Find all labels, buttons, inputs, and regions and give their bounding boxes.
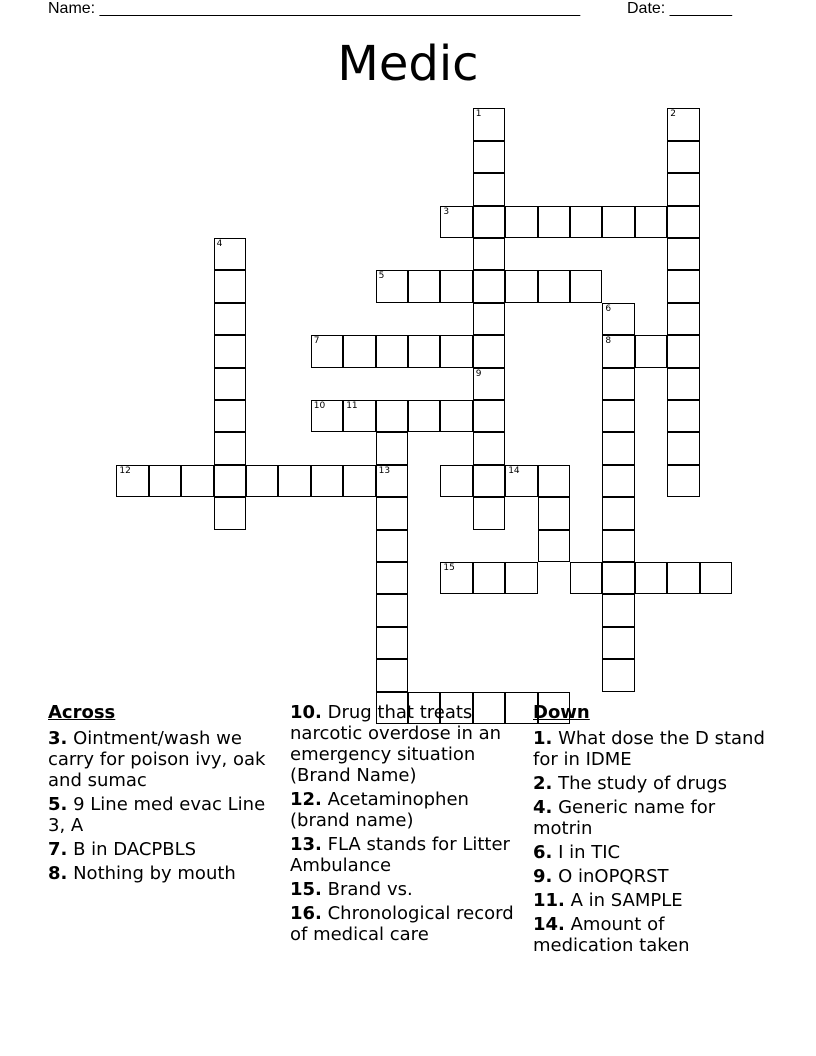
- grid-cell[interactable]: [311, 400, 343, 432]
- grid-cell[interactable]: [440, 562, 472, 594]
- grid-cell[interactable]: [667, 141, 699, 173]
- grid-cell[interactable]: [376, 659, 408, 691]
- grid-cell[interactable]: [602, 335, 634, 367]
- grid-cell[interactable]: [635, 335, 667, 367]
- clue-item-number: 11.: [533, 890, 565, 911]
- clue-number: 12: [119, 465, 131, 476]
- clue-item: [533, 797, 768, 839]
- grid-cell[interactable]: [667, 465, 699, 497]
- grid-cell[interactable]: [602, 659, 634, 691]
- grid-cell[interactable]: [473, 335, 505, 367]
- clue-item: [48, 728, 283, 791]
- clue-item-text: Chronological record of medical care: [290, 903, 514, 945]
- grid-cell[interactable]: [214, 270, 246, 302]
- clue-item-text: Amount of medication taken: [533, 914, 690, 956]
- clue-item-number: 6.: [533, 842, 553, 863]
- clue-number: 9: [475, 368, 482, 379]
- grid-cell[interactable]: [505, 562, 537, 594]
- grid-cell[interactable]: [473, 400, 505, 432]
- clue-item: [290, 702, 525, 786]
- grid-cell[interactable]: [667, 238, 699, 270]
- clue-item-text: I in TIC: [552, 842, 621, 863]
- grid-cell[interactable]: [667, 400, 699, 432]
- grid-cell[interactable]: [440, 206, 472, 238]
- grid-cell[interactable]: [667, 432, 699, 464]
- grid-cell[interactable]: [538, 206, 570, 238]
- clues-column-2: [290, 702, 525, 948]
- grid-cell[interactable]: [538, 497, 570, 529]
- grid-cell[interactable]: [408, 335, 440, 367]
- grid-cell[interactable]: [473, 303, 505, 335]
- grid-cell[interactable]: [473, 238, 505, 270]
- grid-cell[interactable]: [440, 465, 472, 497]
- clue-item-text: Acetaminophen (brand name): [290, 789, 469, 831]
- grid-cell[interactable]: [602, 627, 634, 659]
- clue-item: [290, 834, 525, 876]
- clue-number: 6: [605, 303, 612, 314]
- grid-cell[interactable]: [667, 108, 699, 140]
- clue-number: 4: [216, 239, 223, 249]
- grid-cell[interactable]: [214, 303, 246, 335]
- grid-cell[interactable]: [667, 335, 699, 367]
- clue-item: [290, 789, 525, 831]
- clue-number: 10: [313, 401, 326, 411]
- grid-cell[interactable]: [602, 303, 634, 335]
- clue-item: [48, 794, 283, 836]
- grid-cell[interactable]: [440, 400, 472, 432]
- grid-cell[interactable]: [473, 465, 505, 497]
- grid-cell[interactable]: [440, 270, 472, 302]
- grid-cell[interactable]: [473, 562, 505, 594]
- grid-cell[interactable]: [473, 141, 505, 173]
- grid-cell[interactable]: [667, 206, 699, 238]
- clue-item-text: A in SAMPLE: [564, 890, 683, 911]
- grid-cell[interactable]: [700, 562, 732, 594]
- clue-item-text: Ointment/wash we carry for poison ivy, oak and sumac: [48, 728, 266, 791]
- clue-item: [290, 903, 525, 945]
- clue-number: 13: [378, 465, 391, 476]
- grid-cell[interactable]: [667, 303, 699, 335]
- grid-cell[interactable]: [667, 270, 699, 302]
- across-clue-list: [48, 728, 283, 884]
- clue-item-number: 13.: [290, 834, 322, 855]
- grid-cell[interactable]: [311, 335, 343, 367]
- grid-cell[interactable]: [602, 465, 634, 497]
- clue-item-number: 12.: [290, 789, 322, 810]
- clue-item-text: FLA stands for Litter Ambulance: [290, 834, 510, 876]
- clue-item-number: 15.: [290, 879, 322, 900]
- grid-cell[interactable]: [505, 270, 537, 302]
- clue-item-number: 4.: [533, 797, 553, 818]
- grid-cell[interactable]: [408, 270, 440, 302]
- across-heading: Across: [48, 702, 116, 723]
- grid-cell[interactable]: [473, 206, 505, 238]
- clue-item-text: What dose the D stand for in IDME: [533, 728, 765, 770]
- across-clue-list-continued: [290, 702, 525, 945]
- clue-item-number: 2.: [533, 773, 553, 794]
- grid-cell[interactable]: [214, 465, 246, 497]
- grid-cell[interactable]: [473, 270, 505, 302]
- grid-cell[interactable]: [440, 335, 472, 367]
- clue-item: [48, 839, 283, 860]
- grid-cell[interactable]: [570, 270, 602, 302]
- grid-cell[interactable]: [602, 530, 634, 562]
- clues-column-1: [48, 702, 283, 887]
- grid-cell[interactable]: [602, 432, 634, 464]
- down-clue-list: [533, 728, 768, 956]
- clue-item-text: Nothing by mouth: [67, 863, 236, 884]
- grid-cell[interactable]: [602, 368, 634, 400]
- clue-item-number: 1.: [533, 728, 553, 749]
- clue-item-number: 10.: [290, 702, 322, 723]
- clue-item: [533, 890, 768, 911]
- grid-cell[interactable]: [181, 465, 213, 497]
- grid-cell[interactable]: [473, 368, 505, 400]
- grid-cell[interactable]: [602, 562, 634, 594]
- grid-cell[interactable]: [116, 465, 148, 497]
- clue-item-number: 5.: [48, 794, 68, 815]
- grid-cell[interactable]: [473, 108, 505, 140]
- clue-number: 1: [475, 109, 482, 120]
- clue-item: [533, 842, 768, 863]
- grid-cell[interactable]: [376, 432, 408, 464]
- grid-cell[interactable]: [376, 530, 408, 562]
- clue-item-number: 16.: [290, 903, 322, 924]
- grid-cell[interactable]: [570, 562, 602, 594]
- clue-item-number: 14.: [533, 914, 565, 935]
- grid-cell[interactable]: [602, 497, 634, 529]
- clue-item: [533, 914, 768, 956]
- grid-cell[interactable]: [667, 562, 699, 594]
- clue-item-text: Drug that treats narcotic overdose in an emergency situation (Brand Name): [290, 702, 502, 786]
- grid-cell[interactable]: [343, 465, 375, 497]
- grid-cell[interactable]: [635, 206, 667, 238]
- clue-item: [533, 728, 768, 770]
- grid-cell[interactable]: [343, 335, 375, 367]
- grid-cell[interactable]: [570, 206, 602, 238]
- grid-cell[interactable]: [667, 368, 699, 400]
- clue-number: 15: [443, 563, 455, 573]
- grid-cell[interactable]: [376, 270, 408, 302]
- grid-cell[interactable]: [214, 497, 246, 529]
- grid-cell[interactable]: [376, 497, 408, 529]
- grid-cell[interactable]: [473, 497, 505, 529]
- grid-cell[interactable]: [473, 432, 505, 464]
- grid-cell[interactable]: [376, 335, 408, 367]
- grid-cell[interactable]: [505, 465, 537, 497]
- clue-item-text: Brand vs.: [321, 879, 413, 900]
- grid-cell[interactable]: [376, 465, 408, 497]
- clue-number: 2: [670, 109, 676, 120]
- clue-item-text: O inOPQRST: [552, 866, 669, 887]
- clue-item-text: B in DACPBLS: [67, 839, 197, 860]
- clue-item-text: The study of drugs: [552, 773, 728, 794]
- grid-cell[interactable]: [538, 465, 570, 497]
- name-field-label: Name: ______________________________________________________: [48, 0, 581, 17]
- grid-cell[interactable]: [667, 173, 699, 205]
- clue-item: [533, 866, 768, 887]
- clue-item-number: 8.: [48, 863, 68, 884]
- grid-cell[interactable]: [376, 627, 408, 659]
- clue-item: [48, 863, 283, 884]
- grid-cell[interactable]: [214, 400, 246, 432]
- grid-cell[interactable]: [214, 335, 246, 367]
- clue-item-text: 9 Line med evac Line 3, A: [48, 794, 266, 836]
- grid-cell[interactable]: [376, 400, 408, 432]
- clue-number: 14: [508, 465, 520, 476]
- grid-cell[interactable]: [505, 206, 537, 238]
- grid-cell[interactable]: [376, 562, 408, 594]
- grid-cell[interactable]: [246, 465, 278, 497]
- grid-cell[interactable]: [408, 400, 440, 432]
- clue-item: [290, 879, 525, 900]
- grid-cell[interactable]: [602, 594, 634, 626]
- clue-number: 5: [378, 271, 385, 282]
- grid-cell[interactable]: [473, 173, 505, 205]
- grid-cell[interactable]: [376, 594, 408, 626]
- clue-number: 7: [313, 336, 320, 347]
- date-field-label: Date: _______: [627, 0, 732, 17]
- down-heading: Down: [533, 702, 590, 723]
- puzzle-title: Medic: [337, 36, 479, 92]
- clues-column-3: [533, 702, 768, 959]
- grid-cell[interactable]: [214, 368, 246, 400]
- grid-cell[interactable]: [214, 238, 246, 270]
- grid-cell[interactable]: [602, 400, 634, 432]
- grid-cell[interactable]: [214, 432, 246, 464]
- grid-cell[interactable]: [149, 465, 181, 497]
- clue-item-number: 9.: [533, 866, 553, 887]
- clue-number: 11: [346, 401, 358, 411]
- grid-cell[interactable]: [602, 206, 634, 238]
- grid-cell[interactable]: [538, 270, 570, 302]
- grid-cell[interactable]: [311, 465, 343, 497]
- clue-number: 3: [443, 206, 450, 217]
- clue-item-text: Generic name for motrin: [533, 797, 716, 839]
- grid-cell[interactable]: [278, 465, 310, 497]
- clue-item-number: 7.: [48, 839, 68, 860]
- clue-number: 8: [605, 336, 612, 347]
- grid-cell[interactable]: [635, 562, 667, 594]
- grid-cell[interactable]: [343, 400, 375, 432]
- clue-item: [533, 773, 768, 794]
- grid-cell[interactable]: [538, 530, 570, 562]
- clue-item-number: 3.: [48, 728, 68, 749]
